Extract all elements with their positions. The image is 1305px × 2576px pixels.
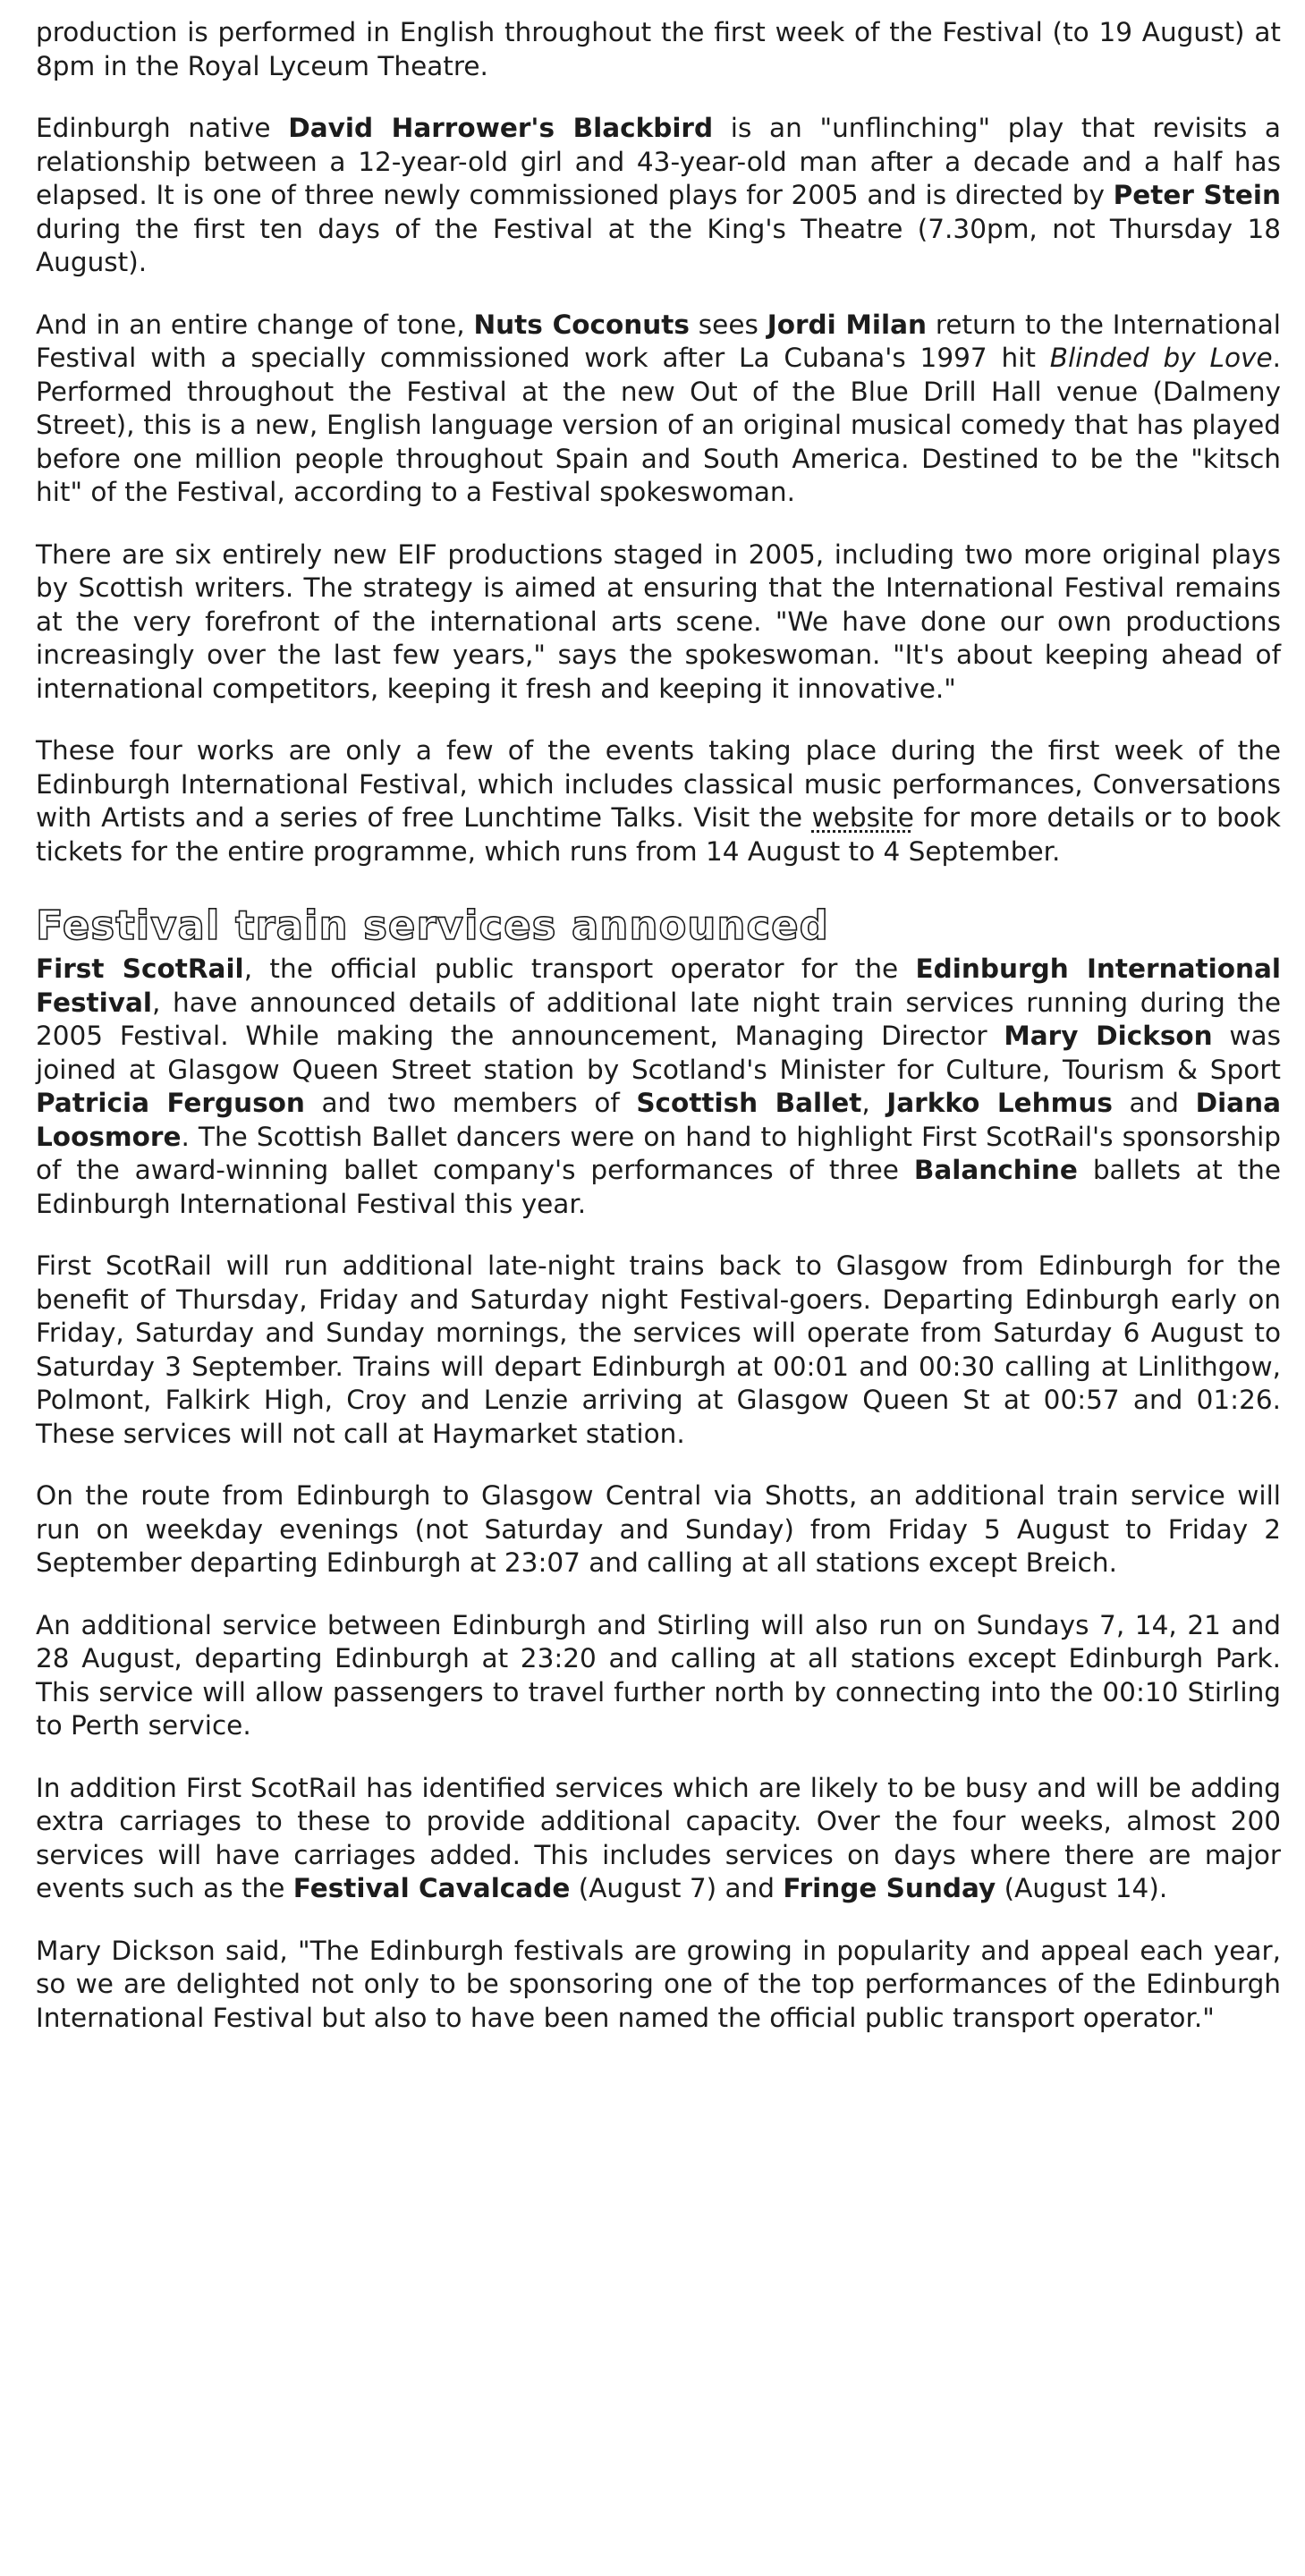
text-run: is an "unflinching" play that revisits a relationship between a 12-year-old girl and 43-year-old man after a decade and a half has elapsed. It is one of three newly commissioned plays for 2005 and is directed by [36, 113, 1281, 210]
paragraph-stirling-service: An additional service between Edinburgh and Stirling will also run on Sundays 7, 14, 21 and 28 August, departing Edinburgh at 23:20 and calling at all stations except Edinburgh Park. This service will allow passengers to travel further north by connecting into the 00:10 Stirling to Perth service. [36, 1609, 1281, 1741]
text-run: (August 7) and [570, 1873, 784, 1903]
text-run: , the official public transport operator for the [243, 953, 916, 984]
text-run: return to the International Festival with a specially commissioned work after La Cubana's 1997 hit [36, 309, 1281, 373]
text-run: , have announced details of additional late night train services running during the 2005 Festival. While making the announcement, Managing Director [36, 987, 1281, 1051]
document-page [36, 16, 1281, 2035]
text-run: In addition First ScotRail has identified services which are likely to be busy and will be adding extra carriages to these to provide additional capacity. Over the four weeks, almost 200 services will have carriages added. This includes services on days where there are major events such as the [36, 1772, 1281, 1903]
org-name-first-scotrail: First ScotRail [36, 953, 244, 984]
text-run: . The Scottish Ballet dancers were on hand to highlight First ScotRail's sponsorship of the award-winning ballet company's performances of three [36, 1121, 1281, 1185]
name-balanchine: Balanchine [913, 1155, 1078, 1185]
paragraph-shotts-route: On the route from Edinburgh to Glasgow Central via Shotts, an additional train service will run on weekday evenings (not Saturday and Sunday) from Friday 5 August to Friday 2 September departing Edinburgh at 23:07 and calling at all stations except Breich. [36, 1480, 1281, 1578]
person-name-jordi-milan: Jordi Milan [767, 309, 927, 340]
text-run: (August 14). [996, 1873, 1168, 1903]
text-run: and two members of [304, 1088, 637, 1118]
text-run: was joined at Glasgow Queen Street station by Scotland's Minister for Culture, Tourism & Sport [36, 1021, 1281, 1085]
event-name-festival-cavalcade: Festival Cavalcade [292, 1873, 571, 1903]
section-spacer [36, 869, 1281, 904]
person-name-patricia-ferguson: Patricia Ferguson [36, 1088, 305, 1118]
paragraph-eif-productions: There are six entirely new EIF productions staged in 2005, including two more original plays by Scottish writers. The strategy is aimed at ensuring that the International Festival remains at the very forefront of the international arts scene. "We have done our own productions increasingly over the last few years," says the spokeswoman. "It's about keeping ahead of international competitors, keeping it fresh and keeping it innovative." [36, 538, 1281, 704]
text-run: sees [689, 309, 767, 340]
text-run: Edinburgh native [36, 113, 289, 143]
paragraph-lyceum: production is performed in English throughout the first week of the Festival (to 19 August) at 8pm in the Royal Lyceum Theatre. [36, 17, 1281, 81]
event-name-fringe-sunday: Fringe Sunday [783, 1873, 996, 1903]
section-heading: Festival train services announced [36, 902, 829, 949]
paragraph-first-week-events [36, 734, 1281, 869]
text-run: And in an entire change of tone, [36, 309, 474, 340]
person-name-jarkko-lehmus: Jarkko Lehmus [886, 1088, 1113, 1118]
text-run: and [1112, 1088, 1196, 1118]
text-run: , [861, 1088, 887, 1118]
text-run: ballets at the Edinburgh International Festival this year. [36, 1155, 1281, 1219]
paragraph-mary-dickson-quote: Mary Dickson said, "The Edinburgh festivals are growing in popularity and appeal each year, so we are delighted not only to be sponsoring one of the top performances of the Edinburgh International Festival but also to have been named the official public transport operator." [36, 1935, 1281, 2033]
person-name-mary-dickson: Mary Dickson [1004, 1021, 1213, 1051]
text-run: for more details or to book tickets for the entire programme, which runs from 14 August to 4 September. [36, 802, 1281, 867]
org-name-eif: Edinburgh International Festival [36, 953, 1281, 1018]
show-title-blinded-by-love: Blinded by Love [1049, 343, 1273, 373]
paragraph-extra-carriages [36, 1772, 1281, 1906]
director-name: Peter Stein [1113, 180, 1281, 210]
paragraph-blackbird [36, 112, 1281, 280]
text-run: These four works are only a few of the events taking place during the first week of the Edinburgh International Festival, which includes classical music performances, Conversations with Artists and a series of free Lunchtime Talks. Visit the [36, 735, 1281, 833]
person-name-diana-loosmore: Diana Loosmore [36, 1088, 1281, 1152]
play-title-blackbird: David Harrower's Blackbird [288, 113, 714, 143]
org-name-scottish-ballet: Scottish Ballet [636, 1088, 862, 1118]
show-title-nuts-coconuts: Nuts Coconuts [473, 309, 690, 340]
text-run: . Performed throughout the Festival at the new Out of the Blue Drill Hall venue (Dalmeny Street), this is a new, English language version of an original musical comedy that has played before one million people throughout Spain and South America. Destined to be the "kitsch hit" of the Festival, according to a Festival spokeswoman. [36, 343, 1281, 507]
paragraph-nuts-coconuts [36, 309, 1281, 510]
paragraph-late-night-trains: First ScotRail will run additional late-night trains back to Glasgow from Edinburgh for the benefit of Thursday, Friday and Saturday night Festival-goers. Departing Edinburgh early on Friday, Saturday and Sunday mornings, the services will operate from Saturday 6 August to Saturday 3 September. Trains will depart Edinburgh at 00:01 and 00:30 calling at Linlithgow, Polmont, Falkirk High, Croy and Lenzie arriving at Glasgow Queen St at 00:57 and 01:26. These services will not call at Haymarket station. [36, 1250, 1281, 1449]
text-run: during the first ten days of the Festival at the King's Theatre (7.30pm, not Thursday 18 August). [36, 213, 1281, 277]
website-link[interactable]: website [811, 802, 914, 833]
paragraph-scotrail-announcement [36, 953, 1281, 1221]
